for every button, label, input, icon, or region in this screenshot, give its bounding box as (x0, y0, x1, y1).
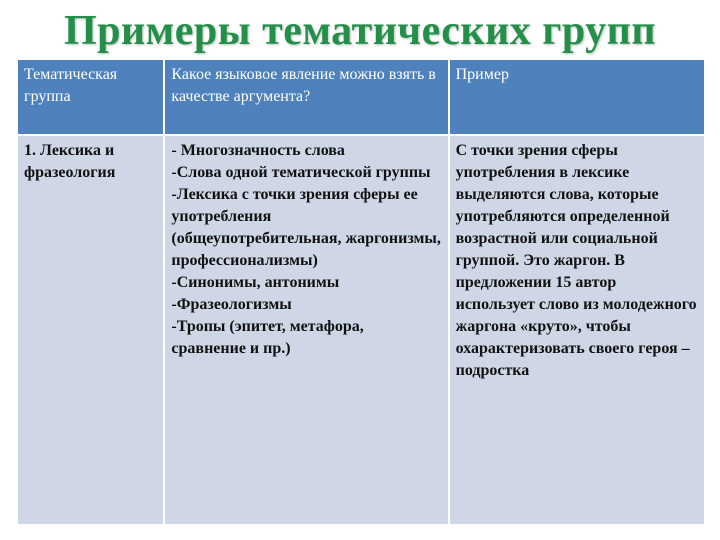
header-example: Пример (449, 59, 705, 135)
cell-example: С точки зрения сферы употребления в лексике выделяются слова, которые употребляются определенной возрастной или социальной группой. Это жаргон. В предложении 15 автор использует слово из молодежного жаргона «круто», чтобы охарактеризовать своего героя – подростка (449, 135, 705, 525)
table-header-row (17, 59, 705, 135)
phenomenon-item: -Тропы (эпитет, метафора, сравнение и пр.) (171, 318, 364, 357)
thematic-groups-table (16, 58, 706, 526)
phenomenon-item: -Лексика с точки зрения сферы ее употребления (общеупотребительная, жаргонизмы, профессионализмы) (171, 186, 441, 269)
table-row (17, 135, 705, 525)
phenomenon-item: -Синонимы, антонимы (171, 274, 340, 291)
header-language-phenomenon: Какое языковое явление можно взять в качестве аргумента? (164, 59, 448, 135)
phenomenon-item: -Слова одной тематической группы (171, 164, 431, 181)
cell-group: 1. Лексика и фразеология (17, 135, 164, 525)
slide-title: Примеры тематических групп (63, 8, 657, 54)
header-thematic-group: Тематическая группа (17, 59, 164, 135)
phenomenon-item: -Фразеологизмы (171, 296, 292, 313)
cell-phenomena (164, 135, 448, 525)
phenomenon-item: - Многозначность слова (171, 142, 345, 159)
